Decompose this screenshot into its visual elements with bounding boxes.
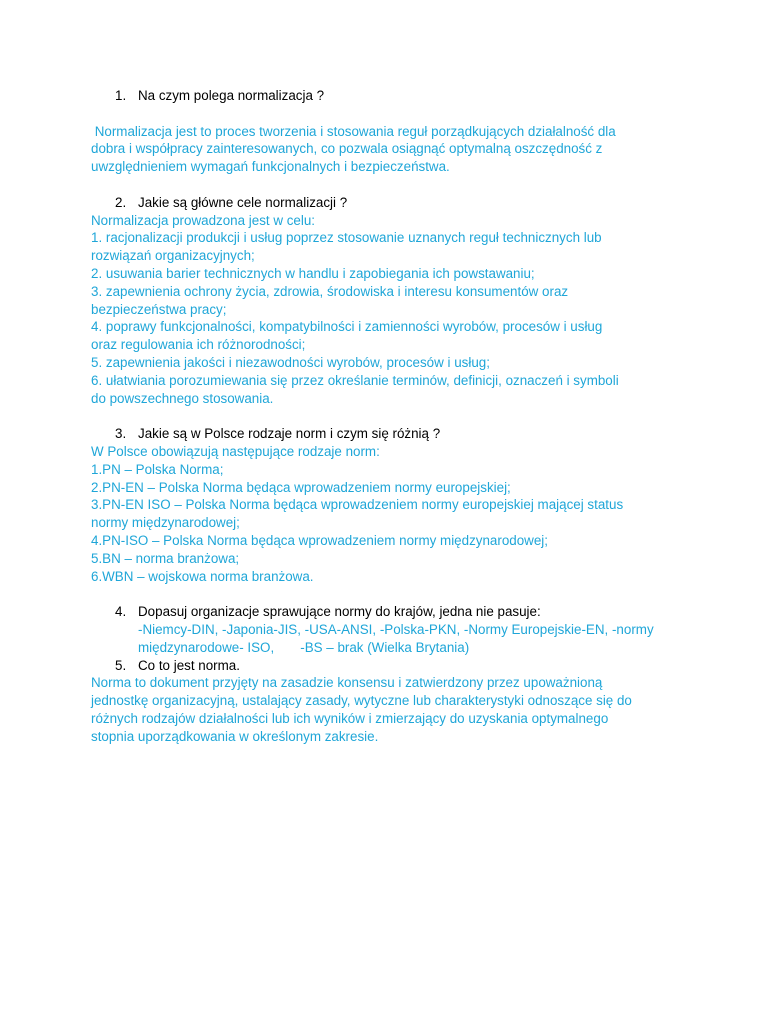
answer-line: Normalizacja prowadzona jest w celu: — [91, 212, 316, 228]
answer-line: 6.WBN – wojskowa norma branżowa. — [91, 568, 314, 584]
question-5 — [91, 657, 691, 675]
document-page — [91, 87, 691, 745]
answer-line: różnych rodzajów działalności lub ich wyników i zmierzający do uzyskania optymalnego — [91, 710, 609, 726]
question-number: 5. — [115, 657, 127, 673]
question-text: Na czym polega normalizacja ? — [138, 88, 325, 103]
question-2 — [91, 194, 691, 212]
question-number: 4. — [115, 604, 127, 620]
question-4 — [91, 603, 691, 621]
answer-line: stopnia uporządkowania w określonym zakresie. — [91, 728, 379, 744]
answer-line: 4. poprawy funkcjonalności, kompatybilności i zamienności wyrobów, procesów i usług — [91, 319, 603, 335]
answer-4 — [91, 621, 691, 657]
question-3 — [91, 425, 691, 443]
answer-1 — [91, 123, 691, 176]
answer-line: międzynarodowe- ISO, -BS – brak (Wielka Brytania) — [138, 639, 470, 655]
answer-line: 3.PN-EN ISO – Polska Norma będąca wprowadzeniem normy europejskiej mającej status — [91, 497, 624, 513]
question-text: Co to jest norma. — [138, 657, 240, 673]
question-number: 3. — [115, 426, 127, 442]
answer-line: 3. zapewnienia ochrony życia, zdrowia, środowiska i interesu konsumentów oraz — [91, 283, 569, 299]
answer-line: 1.PN – Polska Norma; — [91, 461, 224, 477]
question-1 — [91, 87, 691, 105]
question-text: Jakie są w Polsce rodzaje norm i czym się różnią ? — [138, 426, 441, 442]
answer-line: 2.PN-EN – Polska Norma będąca wprowadzeniem normy europejskiej; — [91, 479, 511, 495]
answer-line: -Niemcy-DIN, -Japonia-JIS, -USA-ANSI, -Polska-PKN, -Normy Europejskie-EN, -normy — [138, 621, 654, 637]
answer-line: 2. usuwania barier technicznych w handlu i zapobiegania ich powstawaniu; — [91, 265, 535, 281]
answer-3 — [91, 443, 691, 585]
answer-line: dobra i współpracy zainteresowanych, co pozwala osiągnąć optymalną oszczędność z — [91, 141, 603, 157]
answer-5 — [91, 674, 691, 745]
answer-line: do powszechnego stosowania. — [91, 390, 274, 406]
question-number: 2. — [115, 194, 127, 210]
question-text: Dopasuj organizacje sprawujące normy do krajów, jedna nie pasuje: — [138, 604, 541, 620]
question-text: Jakie są główne cele normalizacji ? — [138, 194, 348, 210]
answer-line: bezpieczeństwa pracy; — [91, 301, 227, 317]
answer-line: Norma to dokument przyjęty na zasadzie konsensu i zatwierdzony przez upoważnioną — [91, 675, 603, 691]
answer-line: 5. zapewnienia jakości i niezawodności wyrobów, procesów i usług; — [91, 354, 490, 370]
answer-line: oraz regulowania ich różnorodności; — [91, 337, 306, 353]
answer-line: jednostkę organizacyjną, ustalający zasady, wytyczne lub charakterystyki odnoszące się do — [91, 693, 632, 709]
answer-line: normy międzynarodowej; — [91, 515, 240, 531]
question-number: 1. — [115, 88, 127, 103]
answer-2 — [91, 212, 691, 408]
answer-line: W Polsce obowiązują następujące rodzaje norm: — [91, 443, 380, 459]
answer-line: 4.PN-ISO – Polska Norma będąca wprowadzeniem normy międzynarodowej; — [91, 532, 548, 548]
answer-line: 6. ułatwiania porozumiewania się przez określanie terminów, definicji, oznaczeń i symboli — [91, 372, 619, 388]
answer-line: Normalizacja jest to proces tworzenia i stosowania reguł porządkujących działalność dla — [91, 123, 616, 139]
answer-line: 5.BN – norma branżowa; — [91, 550, 240, 566]
answer-line: rozwiązań organizacyjnych; — [91, 248, 255, 264]
answer-line: 1. racjonalizacji produkcji i usług poprzez stosowanie uznanych reguł technicznych lub — [91, 230, 602, 246]
answer-line: uwzględnieniem wymagań funkcjonalnych i bezpieczeństwa. — [91, 159, 450, 175]
